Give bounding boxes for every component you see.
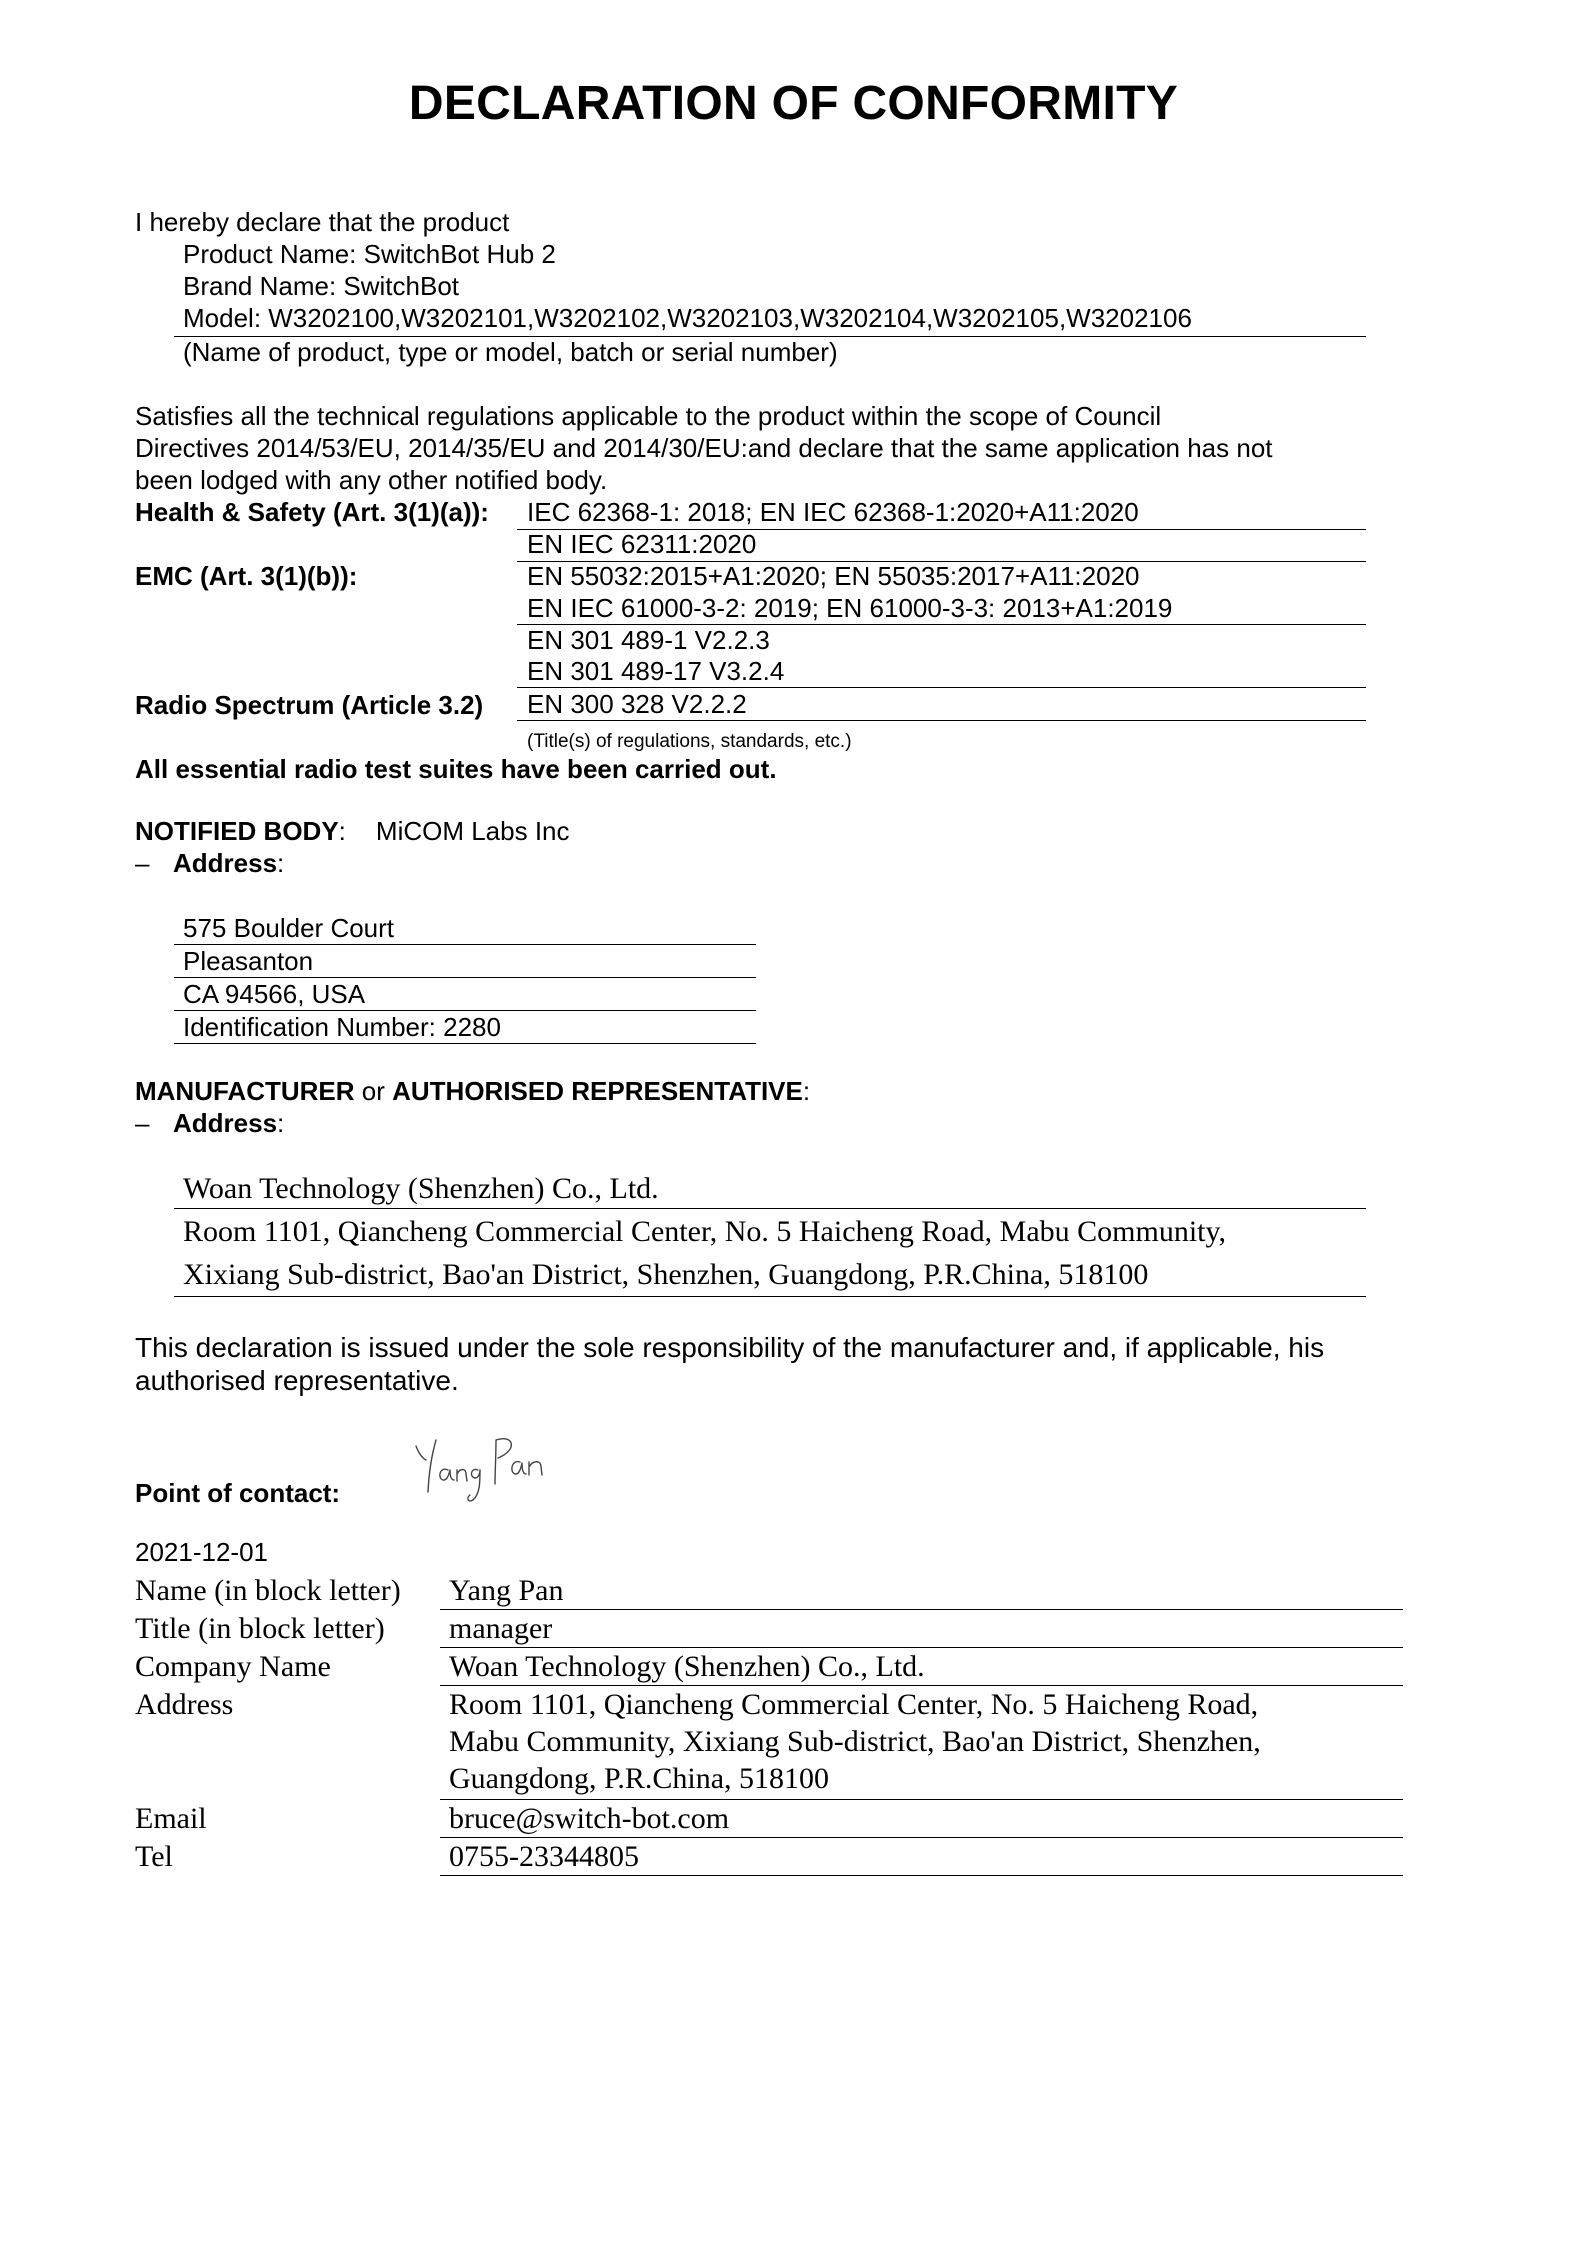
notified-address-line-1: 575 Boulder Court — [183, 913, 395, 943]
notified-body-address-colon: : — [277, 848, 285, 878]
address-line-3: Guangdong, P.R.China, 518100 — [449, 1762, 830, 1795]
title-value: manager — [449, 1612, 553, 1645]
manufacturer-address-colon: : — [277, 1108, 285, 1138]
email-value: bruce@switch-bot.com — [449, 1802, 730, 1835]
manufacturer-underline-1 — [174, 1208, 1366, 1209]
radio-spectrum-label: Radio Spectrum (Article 3.2) — [135, 690, 484, 720]
notified-body-heading — [135, 815, 570, 847]
manufacturer-heading — [135, 1075, 810, 1107]
page-title: DECLARATION OF CONFORMITY — [408, 77, 1179, 130]
tel-underline — [440, 1875, 1403, 1876]
company-label: Company Name — [135, 1650, 331, 1683]
intro-lead: I hereby declare that the product — [135, 207, 510, 237]
responsibility-line-1: This declaration is issued under the sole responsibility of the manufacturer and, if applicable, his — [135, 1332, 1325, 1363]
model-list: Model: W3202100,W3202101,W3202102,W3202103,W3202104,W3202105,W3202106 — [183, 303, 1192, 333]
radio-test-statement: All essential radio test suites have been carried out. — [135, 754, 777, 784]
notified-body-colon: : — [338, 816, 346, 846]
manufacturer-underline-2 — [174, 1296, 1366, 1297]
satisfies-line-3: been lodged with any other notified body. — [135, 465, 608, 495]
email-label: Email — [135, 1802, 207, 1835]
manufacturer-colon: : — [802, 1076, 811, 1106]
handwritten-signature — [410, 1432, 560, 1510]
address-label: Address — [135, 1688, 234, 1721]
tel-value: 0755-23344805 — [449, 1840, 639, 1873]
notified-address-line-3: CA 94566, USA — [183, 979, 366, 1009]
product-name: Product Name: SwitchBot Hub 2 — [183, 239, 556, 269]
notified-body-address-label: Address — [173, 848, 278, 878]
notified-underline-4 — [174, 1043, 756, 1044]
health-safety-label: Health & Safety (Art. 3(1)(a)): — [135, 497, 489, 527]
radio-underline — [517, 720, 1366, 721]
health-standard-1: IEC 62368-1: 2018; EN IEC 62368-1:2020+A11:2020 — [527, 497, 1139, 527]
address-line-2: Mabu Community, Xixiang Sub-district, Bao'an District, Shenzhen, — [449, 1725, 1261, 1758]
emc-standard-4: EN 301 489-17 V3.2.4 — [527, 656, 785, 686]
standards-caption: (Title(s) of regulations, standards, etc.) — [527, 731, 852, 752]
product-caption: (Name of product, type or model, batch or serial number) — [183, 337, 838, 367]
authorised-rep-label: AUTHORISED REPRESENTATIVE — [392, 1076, 803, 1106]
company-value: Woan Technology (Shenzhen) Co., Ltd. — [449, 1650, 925, 1683]
notified-body-label: NOTIFIED BODY — [135, 816, 339, 846]
notified-address-line-2: Pleasanton — [183, 946, 314, 976]
manufacturer-label: MANUFACTURER — [135, 1076, 355, 1106]
emc-standard-1: EN 55032:2015+A1:2020; EN 55035:2017+A11:2020 — [527, 561, 1140, 591]
declaration-date: 2021-12-01 — [135, 1537, 268, 1567]
name-underline — [440, 1609, 1403, 1610]
satisfies-line-2: Directives 2014/53/EU, 2014/35/EU and 2014/30/EU:and declare that the same application has not — [135, 433, 1273, 463]
manufacturer-address-line-1: Room 1101, Qiancheng Commercial Center, No. 5 Haicheng Road, Mabu Community, — [183, 1215, 1227, 1248]
responsibility-line-2: authorised representative. — [135, 1365, 459, 1396]
emc-standard-2: EN IEC 61000-3-2: 2019; EN 61000-3-3: 2013+A1:2019 — [527, 593, 1173, 623]
point-of-contact-label: Point of contact: — [135, 1478, 341, 1508]
brand-name: Brand Name: SwitchBot — [183, 271, 460, 301]
address-line-1: Room 1101, Qiancheng Commercial Center, No. 5 Haicheng Road, — [449, 1688, 1259, 1721]
emc-label: EMC (Art. 3(1)(b)): — [135, 561, 358, 591]
notified-body-dash: – — [135, 848, 150, 878]
health-standard-2: EN IEC 62311:2020 — [527, 529, 757, 559]
manufacturer-dash: – — [135, 1108, 150, 1138]
notified-identification: Identification Number: 2280 — [183, 1012, 501, 1042]
name-value: Yang Pan — [449, 1574, 564, 1607]
tel-label: Tel — [135, 1840, 173, 1873]
radio-standard-1: EN 300 328 V2.2.2 — [527, 689, 747, 719]
manufacturer-or: or — [354, 1076, 393, 1106]
emc-standard-3: EN 301 489-1 V2.2.3 — [527, 625, 770, 655]
manufacturer-address-heading — [173, 1107, 284, 1139]
notified-body-address-heading — [173, 847, 284, 879]
manufacturer-address-line-2: Xixiang Sub-district, Bao'an District, Shenzhen, Guangdong, P.R.China, 518100 — [183, 1258, 1149, 1291]
name-label: Name (in block letter) — [135, 1574, 401, 1607]
notified-body-name: MiCOM Labs Inc — [375, 816, 570, 846]
manufacturer-address-label: Address — [173, 1108, 278, 1138]
satisfies-line-1: Satisfies all the technical regulations applicable to the product within the scope of Council — [135, 401, 1162, 431]
title-label: Title (in block letter) — [135, 1612, 385, 1645]
manufacturer-company: Woan Technology (Shenzhen) Co., Ltd. — [183, 1172, 659, 1205]
